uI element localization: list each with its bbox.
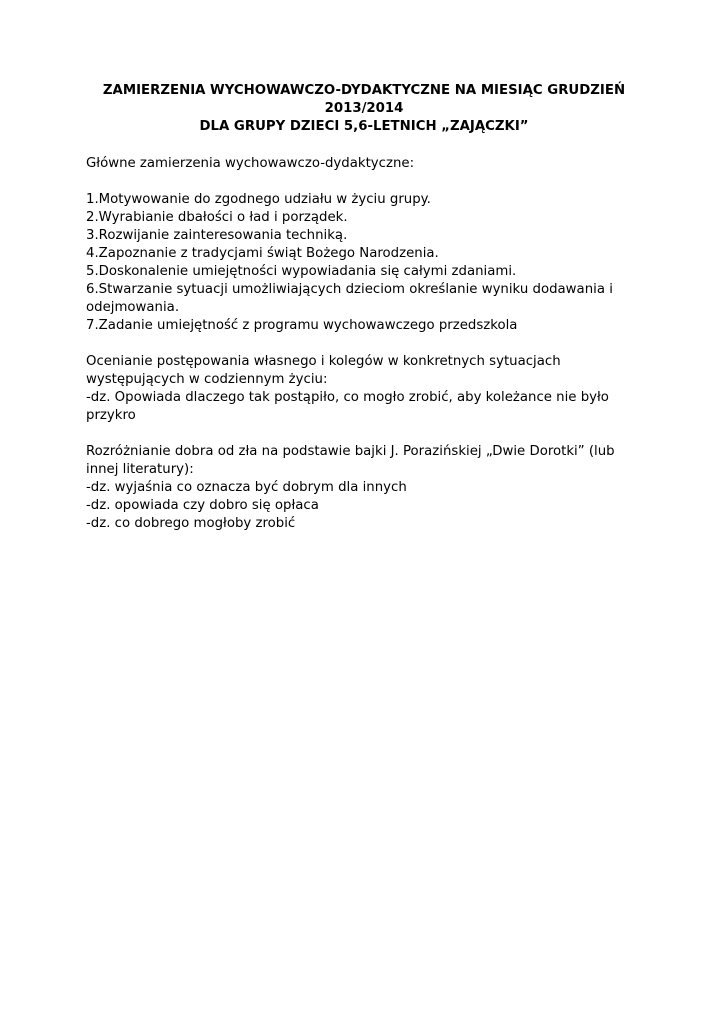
section-evaluation	[86, 353, 642, 425]
title-line-2: 2013/2014	[324, 101, 404, 116]
title-line-3: DLA GRUPY DZIECI 5,6-LETNICH „ZAJĄCZKI”	[199, 119, 529, 134]
section-heading: Rozróżnianie dobra od zła na podstawie bajki J. Porazińskiej „Dwie Dorotki” (lub innej literatury):	[86, 444, 615, 477]
goal-item: 6.Stwarzanie sytuacji umożliwiających dzieciom określanie wyniku dodawania i odejmowania.	[86, 282, 613, 315]
goal-item: 3.Rozwijanie zainteresowania techniką.	[86, 228, 348, 243]
goals-list	[86, 191, 642, 335]
document-page	[86, 82, 642, 533]
goal-item: 2.Wyrabianie dbałości o ład i porządek.	[86, 210, 348, 225]
section-item: -dz. Opowiada dlaczego tak postąpiło, co mogło zrobić, aby koleżance nie było przykro	[86, 390, 609, 423]
title-line-1: ZAMIERZENIA WYCHOWAWCZO-DYDAKTYCZNE NA MIESIĄC GRUDZIEŃ	[102, 83, 626, 98]
section-item: -dz. opowiada czy dobro się opłaca	[86, 498, 319, 513]
goal-item: 4.Zapoznanie z tradycjami świąt Bożego Narodzenia.	[86, 246, 439, 261]
intro-heading: Główne zamierzenia wychowawczo-dydaktyczne:	[86, 156, 415, 171]
document-title	[86, 82, 642, 136]
goal-item: 1.Motywowanie do zgodnego udziału w życiu grupy.	[86, 192, 431, 207]
goal-item: 5.Doskonalenie umiejętności wypowiadania się całymi zdaniami.	[86, 264, 517, 279]
section-heading: Ocenianie postępowania własnego i kolegów w konkretnych sytuacjach występujących w codziennym życiu:	[86, 354, 561, 387]
section-item: -dz. co dobrego mogłoby zrobić	[86, 516, 296, 531]
section-good-and-evil	[86, 443, 642, 533]
goal-item: 7.Zadanie umiejętność z programu wychowawczego przedszkola	[86, 318, 518, 333]
section-item: -dz. wyjaśnia co oznacza być dobrym dla innych	[86, 480, 407, 495]
